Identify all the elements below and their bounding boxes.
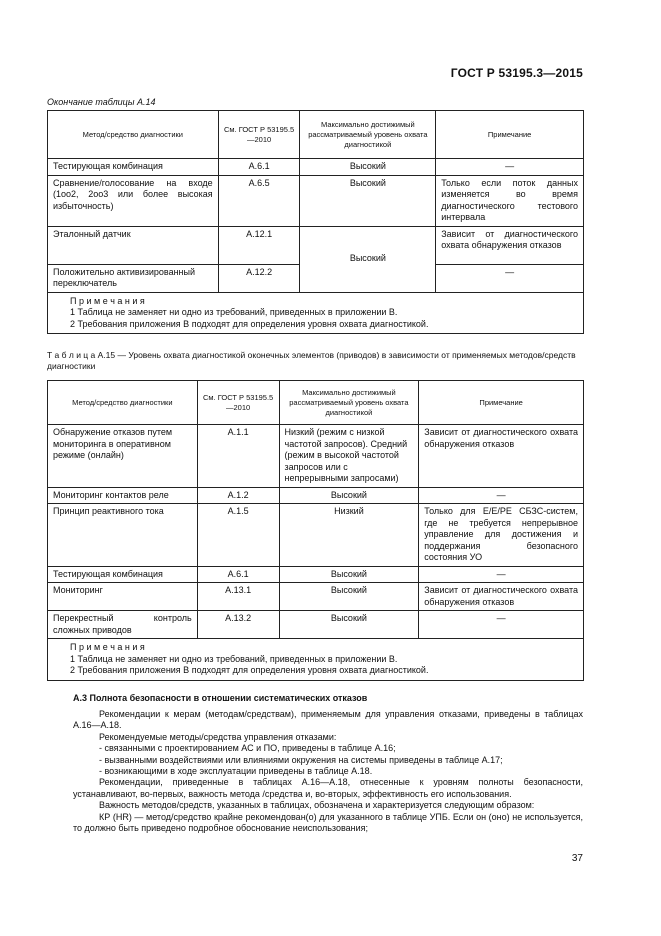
note-line: 1 Таблица не заменяет ни одно из требований, приведенных в приложении В. bbox=[70, 307, 398, 317]
ref-cell: А.1.1 bbox=[197, 425, 279, 488]
notes-title: П р и м е ч а н и я bbox=[70, 295, 145, 306]
list-item: - возникающими в ходе эксплуатации приведены в таблице А.18. bbox=[99, 766, 373, 777]
column-header: Примечание bbox=[436, 111, 584, 159]
table-a14 bbox=[47, 110, 584, 334]
paragraph: КР (HR) — метод/средство крайне рекомендован(о) для указанного в таблице УПБ. Если он (оно) не используется, то должно быть приведено подробное обоснование неиспользования; bbox=[73, 811, 583, 834]
column-header: Примечание bbox=[419, 381, 584, 425]
ref-cell: А.12.1 bbox=[218, 226, 300, 264]
column-header: См. ГОСТ Р 53195.5—2010 bbox=[197, 381, 279, 425]
note-line: 2 Требования приложения В подходят для определения уровня охвата диагностикой. bbox=[70, 318, 429, 329]
method-cell: Положительно активизированный переключатель bbox=[48, 264, 219, 292]
column-header: Метод/средство диагностики bbox=[48, 111, 219, 159]
method-cell: Мониторинг bbox=[48, 583, 198, 611]
method-cell: Тестирующая комбинация bbox=[48, 159, 219, 176]
notes-cell bbox=[48, 292, 584, 334]
table-row bbox=[48, 566, 584, 583]
section-body bbox=[73, 709, 583, 834]
table-header-row bbox=[48, 381, 584, 425]
level-cell: Низкий bbox=[279, 504, 419, 567]
list-item: - связанными с проектированием АС и ПО, приведены в таблице А.16; bbox=[99, 743, 396, 754]
table-row bbox=[48, 226, 584, 264]
level-cell: Высокий bbox=[300, 175, 436, 226]
paragraph: Важность методов/средств, указанных в таблицах, обозначена и характеризуется следующим образом: bbox=[99, 800, 535, 811]
method-cell: Эталонный датчик bbox=[48, 226, 219, 264]
ref-cell: А.12.2 bbox=[218, 264, 300, 292]
notes-title: П р и м е ч а н и я bbox=[70, 642, 145, 652]
method-cell: Сравнение/голосование на входе (1oo2, 2oo3 или более высокая избыточность) bbox=[48, 175, 219, 226]
note-line: 1 Таблица не заменяет ни одно из требований, приведенных в приложении В. bbox=[70, 653, 398, 664]
level-cell: Высокий bbox=[300, 159, 436, 176]
table-row bbox=[48, 611, 584, 639]
table-row bbox=[48, 504, 584, 567]
paragraph: Рекомендации, приведенные в таблицах А.16—А.18, отнесенные к уровням полноты безопасности, устанавливают, во-первых, важность метода /средства и, во-вторых, эффективность его использования. bbox=[73, 777, 583, 799]
ref-cell: А.6.1 bbox=[218, 159, 300, 176]
table-row bbox=[48, 487, 584, 504]
level-cell: Высокий bbox=[279, 566, 419, 583]
method-cell: Тестирующая комбинация bbox=[48, 566, 198, 583]
notes-row bbox=[48, 292, 584, 334]
note-cell: Зависит от диагностического охвата обнаружения отказов bbox=[436, 226, 584, 264]
method-cell: Перекрестный контроль сложных приводов bbox=[48, 611, 198, 639]
ref-cell: А.13.2 bbox=[197, 611, 279, 639]
table-row bbox=[48, 425, 584, 488]
ref-cell: А.6.1 bbox=[197, 566, 279, 583]
note-cell: — bbox=[436, 264, 584, 292]
note-line: 2 Требования приложения В подходят для определения уровня охвата диагностикой. bbox=[70, 665, 429, 675]
paragraph: Рекомендации к мерам (методам/средствам), применяемым для управления отказами, приведены в таблицах А.16—А.18. bbox=[73, 709, 583, 731]
column-header: Максимально достижимый рассматриваемый уровень охвата диагностикой bbox=[300, 111, 436, 159]
note-cell: — bbox=[436, 159, 584, 176]
note-cell: Зависит от диагностического охвата обнаружения отказов bbox=[419, 425, 584, 488]
table-row bbox=[48, 159, 584, 176]
level-cell: Низкий (режим с низкой частотой запросов). Средний (режим в высокой частотой запросов или с непрерывными запросами) bbox=[279, 425, 419, 488]
document-code: ГОСТ Р 53195.3—2015 bbox=[450, 66, 583, 80]
level-cell: Высокий bbox=[279, 611, 419, 639]
table-a15 bbox=[47, 380, 584, 681]
column-header: Максимально достижимый рассматриваемый уровень охвата диагностикой bbox=[279, 381, 419, 425]
note-cell: Только если поток данных изменяется во время диагностического тестового интервала bbox=[436, 175, 584, 226]
note-cell: — bbox=[419, 611, 584, 639]
level-cell: Высокий bbox=[279, 487, 419, 504]
method-cell: Обнаружение отказов путем мониторинга в оперативном режиме (онлайн) bbox=[48, 425, 198, 488]
paragraph: Рекомендуемые методы/средства управления отказами: bbox=[99, 731, 337, 742]
table-row bbox=[48, 175, 584, 226]
ref-cell: А.1.5 bbox=[197, 504, 279, 567]
page-number: 37 bbox=[571, 853, 583, 864]
table-a15-caption bbox=[47, 350, 613, 372]
ref-cell: А.13.1 bbox=[197, 583, 279, 611]
table-row bbox=[48, 583, 584, 611]
column-header: См. ГОСТ Р 53195.5—2010 bbox=[218, 111, 300, 159]
method-cell: Мониторинг контактов реле bbox=[48, 487, 198, 504]
level-cell: Высокий bbox=[300, 226, 436, 292]
method-cell: Принцип реактивного тока bbox=[48, 504, 198, 567]
ref-cell: А.1.2 bbox=[197, 487, 279, 504]
table-a14-caption: Окончание таблицы А.14 bbox=[47, 97, 156, 107]
notes-row bbox=[48, 639, 584, 681]
note-cell: Зависит от диагностического охвата обнаружения отказов bbox=[419, 583, 584, 611]
note-cell: Только для E/E/PE СБЗС-систем, где не требуется непрерывное управление для достижения и поддержания безопасного состояния УО bbox=[419, 504, 584, 567]
column-header: Метод/средство диагностики bbox=[48, 381, 198, 425]
table-caption-label: Т а б л и ц а bbox=[47, 350, 96, 360]
level-cell: Высокий bbox=[279, 583, 419, 611]
table-caption-text: А.15 — Уровень охвата диагностикой оконечных элементов (приводов) в зависимости от применяемых методов/средств диагностики bbox=[47, 350, 576, 371]
note-cell: — bbox=[419, 487, 584, 504]
ref-cell: А.6.5 bbox=[218, 175, 300, 226]
note-cell: — bbox=[419, 566, 584, 583]
table-header-row bbox=[48, 111, 584, 159]
list-item: - вызванными воздействиями или влияниями окружения на системы приведены в таблице А.17; bbox=[99, 754, 503, 765]
section-heading: А.3 Полнота безопасности в отношении систематических отказов bbox=[73, 693, 368, 703]
notes-cell bbox=[48, 639, 584, 681]
